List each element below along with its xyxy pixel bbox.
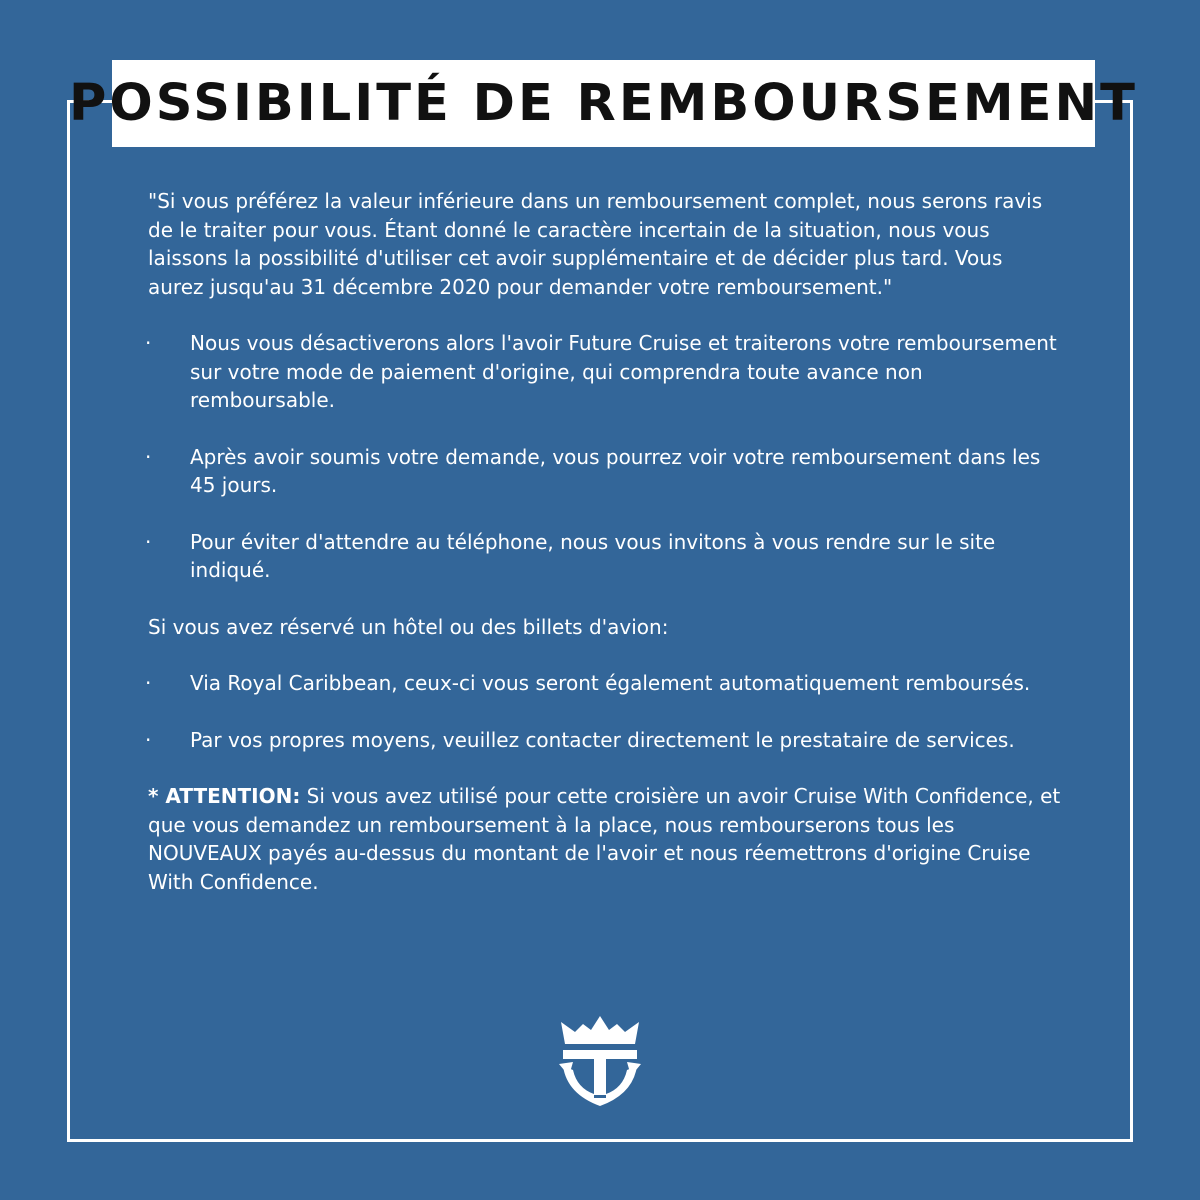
bullet-marker: ·	[145, 331, 152, 355]
attention-label: * ATTENTION:	[148, 784, 301, 808]
hotel-heading: Si vous avez réservé un hôtel ou des billets d'avion:	[148, 614, 669, 639]
intro-paragraph: "Si vous préférez la valeur inférieure dans un remboursement complet, nous serons ravis de le traiter pour vous. Étant donné le caractère incertain de la situation, nous vous laissons la possibilité d'utiliser cet avoir supplémentaire et de décider plus tard. Vous aurez jusqu'au 31 décembre 2020 pour demander votre remboursement."	[148, 189, 1043, 299]
bullet-marker: ·	[145, 444, 152, 469]
list-item-text: Via Royal Caribbean, ceux-ci vous seront également automatiquement remboursés.	[190, 671, 1031, 695]
list-item	[145, 726, 1063, 755]
list-item	[145, 329, 1063, 415]
list-item-text: Par vos propres moyens, veuillez contacter directement le prestataire de services.	[190, 727, 1015, 752]
bullet-marker: ·	[145, 529, 152, 554]
list-item-text: Pour éviter d'attendre au téléphone, nous vous invitons à vous rendre sur le site indiqué.	[190, 529, 996, 582]
content-body	[145, 187, 1063, 896]
list-item-text: Après avoir soumis votre demande, vous pourrez voir votre remboursement dans les 45 jours.	[190, 444, 1041, 497]
list-item	[145, 528, 1063, 585]
bullet-marker: ·	[145, 727, 152, 752]
crown-anchor-icon	[557, 1014, 643, 1108]
list-item	[145, 669, 1063, 698]
attention-note	[148, 782, 1063, 896]
page-title: POSSIBILITÉ DE REMBOURSEMENT	[69, 74, 1138, 133]
list-item	[145, 443, 1063, 500]
attention-text: Si vous avez utilisé pour cette croisière un avoir Cruise With Confidence, et que vous demandez un remboursement à la place, nous rembourserons tous les NOUVEAUX payés au-dessus du montant de l'avoir et nous réemettrons d'origine Cruise With Confidence.	[148, 784, 1061, 894]
title-box	[69, 60, 1138, 147]
list-item-text: Nous vous désactiverons alors l'avoir Future Cruise et traiterons votre remboursement sur votre mode de paiement d'origine, qui comprendra toute avance non remboursable.	[190, 331, 1057, 412]
bullet-marker: ·	[145, 671, 152, 695]
